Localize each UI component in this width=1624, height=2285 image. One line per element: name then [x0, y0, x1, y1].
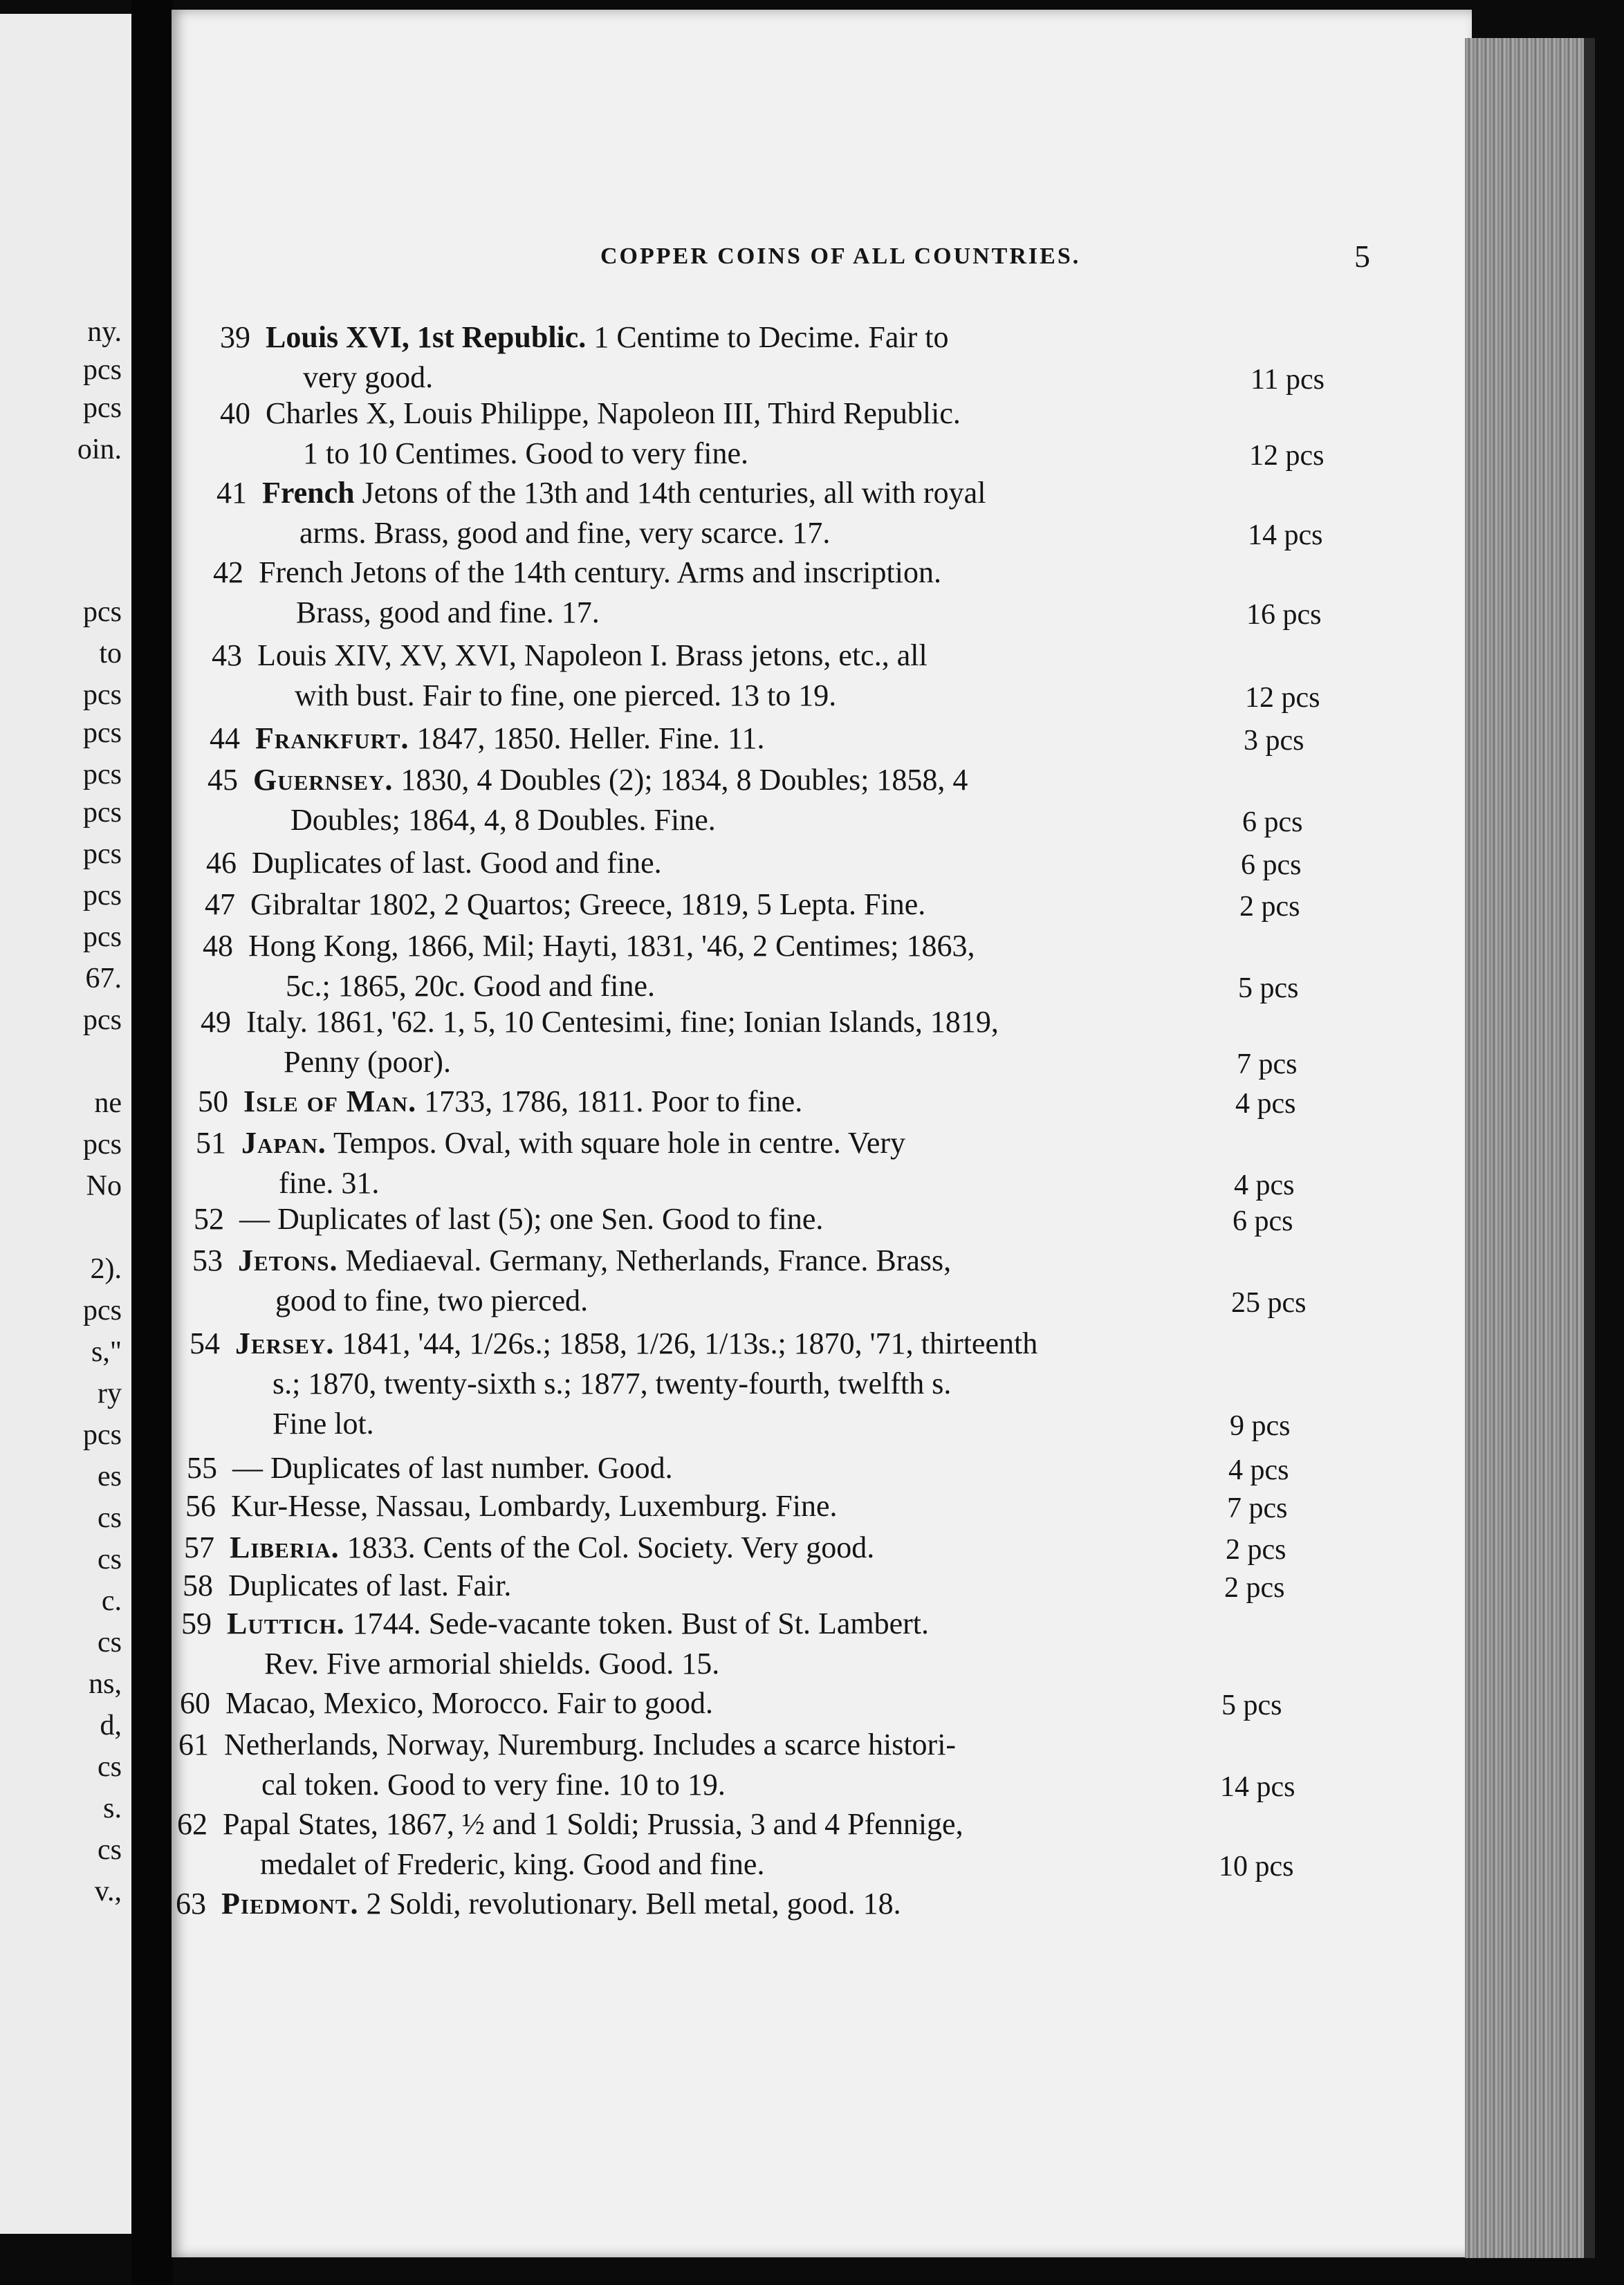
- lot-number: 53: [192, 1243, 223, 1277]
- lot-number: 62: [177, 1807, 207, 1841]
- book-gutter: [131, 0, 173, 2285]
- left-page-text-fragment: ns,: [89, 1668, 122, 1700]
- left-page-text-fragment: es: [98, 1461, 122, 1492]
- quantity-label: 7 pcs: [1227, 1492, 1288, 1524]
- lot-description: 1841, '44, 1/26s.; 1858, 1/26, 1/13s.; 1870, '71, thirteenth: [334, 1326, 1038, 1360]
- lot-number: 57: [184, 1530, 214, 1564]
- lot-description-continued: very good.: [303, 360, 434, 394]
- catalogue-entry: [220, 394, 961, 474]
- catalogue-entry: [206, 843, 662, 883]
- left-page-text-fragment: ne: [94, 1087, 122, 1119]
- left-page-text-fragment: No: [86, 1170, 122, 1202]
- quantity-label: 4 pcs: [1235, 1088, 1296, 1120]
- left-page-text-fragment: 2).: [90, 1253, 122, 1285]
- lot-number: 63: [176, 1887, 206, 1921]
- lot-description-continued: 5c.; 1865, 20c. Good and fine.: [286, 969, 655, 1003]
- quantity-label: 10 pcs: [1219, 1851, 1294, 1882]
- quantity-label: 12 pcs: [1249, 440, 1325, 472]
- lot-description: Jetons of the 13th and 14th centuries, all with royal: [354, 476, 986, 510]
- catalogue-entry: [185, 1486, 838, 1526]
- lot-description: 1733, 1786, 1811. Poor to fine.: [416, 1084, 803, 1118]
- page-edges: [1465, 38, 1589, 2258]
- quantity-label: 9 pcs: [1230, 1410, 1291, 1442]
- lot-number: 54: [190, 1326, 220, 1360]
- catalogue-entry: [201, 1002, 999, 1082]
- left-page-text-fragment: cs: [98, 1751, 122, 1783]
- lot-heading: Jersey.: [235, 1326, 335, 1360]
- lot-description-continued: 1 to 10 Centimes. Good to very fine.: [303, 436, 749, 470]
- lot-description: Kur-Hesse, Nassau, Lombardy, Luxemburg. Fine.: [231, 1489, 838, 1523]
- lot-number: 43: [212, 638, 242, 672]
- catalogue-entry: [184, 1528, 874, 1568]
- lot-number: 59: [181, 1607, 212, 1640]
- quantity-label: 14 pcs: [1220, 1771, 1295, 1803]
- lot-description: Macao, Mexico, Morocco. Fair to good.: [225, 1686, 714, 1720]
- left-page-text-fragment: pcs: [83, 1295, 122, 1326]
- left-page-text-fragment: c.: [101, 1585, 122, 1617]
- lot-heading: Piedmont.: [221, 1887, 359, 1921]
- left-page-text-fragment: cs: [98, 1544, 122, 1575]
- catalogue-entry: [196, 1123, 905, 1203]
- lot-heading: Japan.: [241, 1126, 326, 1160]
- quantity-label: 6 pcs: [1242, 806, 1303, 838]
- quantity-label: 5 pcs: [1238, 972, 1299, 1004]
- catalogue-entry: [176, 1884, 901, 1924]
- catalogue-entry: [210, 719, 765, 759]
- lot-description: Louis XIV, XV, XVI, Napoleon I. Brass jetons, etc., all: [257, 638, 928, 672]
- lot-description: Papal States, 1867, ½ and 1 Soldi; Prussia, 3 and 4 Pfennige,: [223, 1807, 963, 1841]
- lot-number: 48: [203, 929, 233, 963]
- left-page-text-fragment: pcs: [83, 759, 122, 790]
- lot-number: 44: [210, 721, 240, 755]
- lot-description: 1833. Cents of the Col. Society. Very good.: [339, 1530, 875, 1564]
- left-page-text-fragment: pcs: [83, 354, 122, 386]
- left-page-text-fragment: s,": [91, 1336, 122, 1368]
- lot-description: Charles X, Louis Philippe, Napoleon III, Third Republic.: [266, 396, 961, 430]
- catalogue-entry: [207, 760, 968, 840]
- catalogue-entry: [205, 885, 925, 925]
- left-page-text-fragment: d,: [100, 1710, 122, 1741]
- quantity-label: 7 pcs: [1237, 1048, 1298, 1080]
- lot-description: French Jetons of the 14th century. Arms and inscription.: [259, 555, 941, 589]
- lot-description-continued: arms. Brass, good and fine, very scarce. 17.: [299, 516, 831, 550]
- lot-number: 45: [207, 763, 238, 797]
- lot-description: Gibraltar 1802, 2 Quartos; Greece, 1819, 5 Lepta. Fine.: [250, 887, 926, 921]
- lot-description: Italy. 1861, '62. 1, 5, 10 Centesimi, fine; Ionian Islands, 1819,: [246, 1005, 999, 1039]
- catalogue-entry: [203, 926, 975, 1006]
- left-page-text-fragment: cs: [98, 1502, 122, 1534]
- lot-description-continued: Doubles; 1864, 4, 8 Doubles. Fine.: [290, 803, 716, 837]
- left-page-text-fragment: v.,: [94, 1876, 122, 1907]
- lot-heading: Luttich.: [227, 1607, 345, 1640]
- lot-description-continued: Penny (poor).: [284, 1045, 451, 1079]
- lot-number: 41: [216, 476, 247, 510]
- lot-description: 2 Soldi, revolutionary. Bell metal, good. 18.: [358, 1887, 901, 1921]
- left-page-text-fragment: pcs: [83, 838, 122, 870]
- catalogue-entry: [213, 553, 941, 633]
- lot-number: 46: [206, 846, 237, 880]
- catalogue-entry: [194, 1199, 823, 1239]
- quantity-label: 12 pcs: [1245, 682, 1320, 714]
- quantity-label: 2 pcs: [1226, 1534, 1286, 1566]
- lot-description: Mediaeval. Germany, Netherlands, France. Brass,: [338, 1243, 952, 1277]
- lot-description: Duplicates of last. Good and fine.: [252, 846, 662, 880]
- left-page-text-fragment: ry: [98, 1378, 122, 1409]
- lot-description: Tempos. Oval, with square hole in centre. Very: [326, 1126, 905, 1160]
- lot-heading: French: [262, 476, 355, 510]
- left-page-text-fragment: cs: [98, 1834, 122, 1866]
- lot-description: 1744. Sede-vacante token. Bust of St. Lambert.: [344, 1607, 930, 1640]
- catalogue-entry: [181, 1604, 929, 1684]
- lot-heading: Louis XVI, 1st Republic.: [266, 320, 587, 354]
- quantity-label: 6 pcs: [1233, 1205, 1293, 1237]
- quantity-label: 25 pcs: [1231, 1287, 1307, 1319]
- quantity-label: 6 pcs: [1241, 849, 1302, 881]
- lot-heading: Liberia.: [230, 1530, 340, 1564]
- catalogue-entry: [220, 317, 949, 398]
- lot-description: 1847, 1850. Heller. Fine. 11.: [409, 721, 765, 755]
- lot-number: 58: [183, 1569, 213, 1602]
- lot-description-continued: Rev. Five armorial shields. Good. 15.: [264, 1647, 720, 1681]
- lot-description: — Duplicates of last number. Good.: [232, 1451, 673, 1485]
- running-head: COPPER COINS OF ALL COUNTRIES.: [600, 243, 1081, 269]
- lot-heading: Isle of Man.: [243, 1084, 417, 1118]
- left-page-text-fragment: pcs: [83, 679, 122, 711]
- lot-number: 61: [178, 1728, 209, 1761]
- left-page-text-fragment: cs: [98, 1627, 122, 1658]
- quantity-label: 2 pcs: [1224, 1572, 1285, 1604]
- lot-heading: Frankfurt.: [255, 721, 409, 755]
- catalogue-entry: [212, 636, 928, 716]
- quantity-label: 11 pcs: [1251, 364, 1325, 396]
- lot-number: 39: [220, 320, 250, 354]
- lot-number: 56: [185, 1489, 216, 1523]
- lot-description: Netherlands, Norway, Nuremburg. Includes a scarce histori-: [224, 1728, 957, 1761]
- left-page-fragment: [0, 14, 131, 2234]
- catalogue-entry: [216, 473, 986, 553]
- lot-description-continued: good to fine, two pierced.: [275, 1284, 589, 1317]
- left-page-text-fragment: ny.: [87, 316, 122, 348]
- catalogue-entry: [187, 1448, 673, 1488]
- lot-description-continued: Fine lot.: [273, 1407, 374, 1441]
- catalogue-entry: [198, 1082, 802, 1122]
- quantity-label: 4 pcs: [1228, 1454, 1289, 1486]
- quantity-label: 2 pcs: [1239, 891, 1300, 923]
- left-page-text-fragment: pcs: [83, 921, 122, 953]
- left-page-text-fragment: oin.: [77, 434, 122, 465]
- catalogue-entry: [190, 1324, 1037, 1444]
- lot-number: 47: [205, 887, 235, 921]
- page-number: 5: [1354, 239, 1370, 274]
- quantity-label: 5 pcs: [1221, 1690, 1282, 1721]
- lot-description: Hong Kong, 1866, Mil; Hayti, 1831, '46, 2 Centimes; 1863,: [248, 929, 975, 963]
- quantity-label: 4 pcs: [1234, 1169, 1295, 1201]
- quantity-label: 3 pcs: [1244, 725, 1304, 757]
- book-page: [172, 10, 1472, 2257]
- lot-number: 52: [194, 1202, 224, 1236]
- lot-description-continued: with bust. Fair to fine, one pierced. 13 to 19.: [295, 678, 837, 712]
- left-page-text-fragment: pcs: [83, 1419, 122, 1451]
- left-page-text-fragment: 67.: [85, 963, 122, 995]
- catalogue-entry: [183, 1566, 511, 1606]
- lot-number: 60: [180, 1686, 210, 1720]
- lot-description-continued: fine. 31.: [279, 1166, 380, 1200]
- catalogue-entry: [192, 1241, 951, 1321]
- left-page-text-fragment: pcs: [83, 797, 122, 829]
- lot-number: 40: [220, 396, 250, 430]
- left-page-text-fragment: pcs: [83, 717, 122, 749]
- left-page-text-fragment: s.: [103, 1793, 122, 1824]
- quantity-label: 16 pcs: [1246, 599, 1322, 631]
- left-page-text-fragment: pcs: [83, 880, 122, 912]
- lot-description: Duplicates of last. Fair.: [228, 1569, 512, 1602]
- lot-number: 50: [198, 1084, 228, 1118]
- catalogue-entry: [180, 1683, 713, 1723]
- lot-number: 51: [196, 1126, 226, 1160]
- lot-description: — Duplicates of last (5); one Sen. Good to fine.: [239, 1202, 824, 1236]
- left-page-text-fragment: pcs: [83, 596, 122, 628]
- lot-description-continued: s.; 1870, twenty-sixth s.; 1877, twenty-fourth, twelfth s.: [273, 1367, 952, 1400]
- lot-description-continued: medalet of Frederic, king. Good and fine.: [260, 1847, 765, 1881]
- left-page-text-fragment: to: [99, 638, 122, 669]
- lot-description-continued: cal token. Good to very fine. 10 to 19.: [261, 1768, 726, 1802]
- left-page-text-fragment: pcs: [83, 1004, 122, 1036]
- quantity-label: 14 pcs: [1248, 519, 1323, 551]
- lot-heading: Guernsey.: [253, 763, 394, 797]
- left-page-text-fragment: pcs: [83, 1129, 122, 1160]
- lot-number: 49: [201, 1005, 231, 1039]
- left-page-text-fragment: pcs: [83, 392, 122, 424]
- lot-description: 1830, 4 Doubles (2); 1834, 8 Doubles; 1858, 4: [393, 763, 968, 797]
- lot-heading: Jetons.: [238, 1243, 338, 1277]
- lot-description: 1 Centime to Decime. Fair to: [586, 320, 949, 354]
- catalogue-entry: [178, 1725, 956, 1805]
- lot-number: 55: [187, 1451, 217, 1485]
- lot-number: 42: [213, 555, 243, 589]
- catalogue-entry: [177, 1804, 963, 1885]
- lot-description-continued: Brass, good and fine. 17.: [296, 595, 600, 629]
